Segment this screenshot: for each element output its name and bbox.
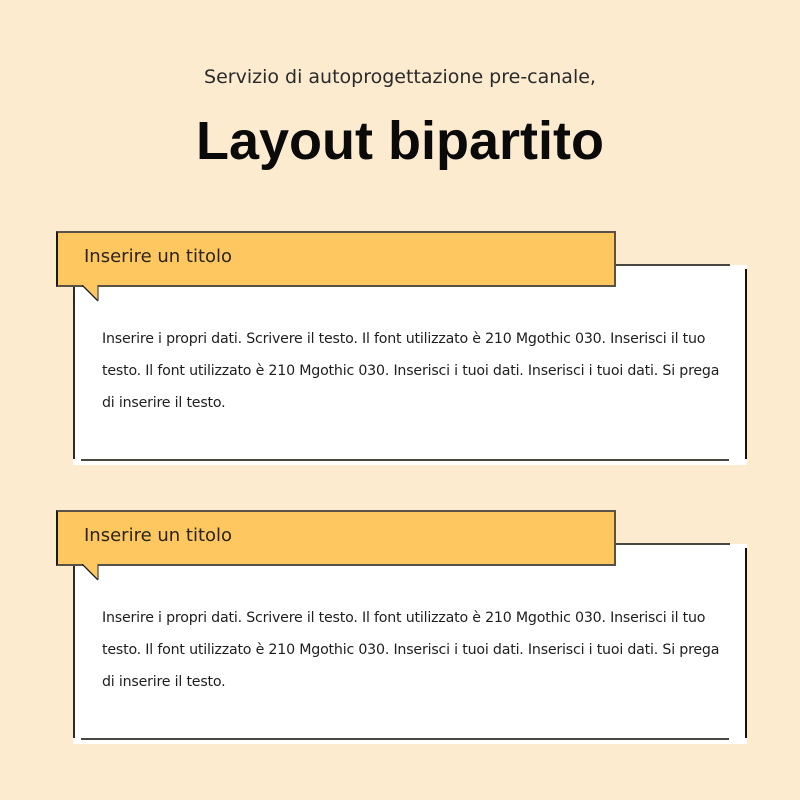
card-body-text[interactable]: Inserire i propri dati. Scrivere il testo. Il font utilizzato è 210 Mgothic 030. Inserisci il tuo testo. Il font utilizzato è 210 Mgothic 030. Inserisci i tuoi dati. Inserisci i tuoi dati. Si prega di inserire il testo. — [102, 610, 720, 690]
panel-border-bottom — [81, 738, 729, 740]
panel-border-left — [73, 265, 75, 459]
content-card-2 — [56, 510, 748, 746]
card-title-bar — [56, 510, 616, 566]
speech-tail-icon — [82, 564, 102, 582]
content-card-1 — [56, 231, 748, 467]
speech-tail-icon — [82, 285, 102, 303]
panel-border-right — [745, 548, 747, 738]
panel-border-right — [745, 269, 747, 459]
panel-border-top — [616, 543, 730, 545]
page-subtitle: Servizio di autoprogettazione pre-canale, — [204, 66, 596, 88]
card-title-bar — [56, 231, 616, 287]
card-title[interactable]: Inserire un titolo — [84, 525, 233, 546]
panel-border-left — [73, 544, 75, 738]
card-body-text[interactable]: Inserire i propri dati. Scrivere il testo. Il font utilizzato è 210 Mgothic 030. Inserisci il tuo testo. Il font utilizzato è 210 Mgothic 030. Inserisci i tuoi dati. Inserisci i tuoi dati. Si prega di inserire il testo. — [102, 331, 720, 411]
page-title: Layout bipartito — [196, 111, 604, 171]
card-title[interactable]: Inserire un titolo — [84, 246, 233, 267]
panel-border-bottom — [81, 459, 729, 461]
panel-border-top — [616, 264, 730, 266]
